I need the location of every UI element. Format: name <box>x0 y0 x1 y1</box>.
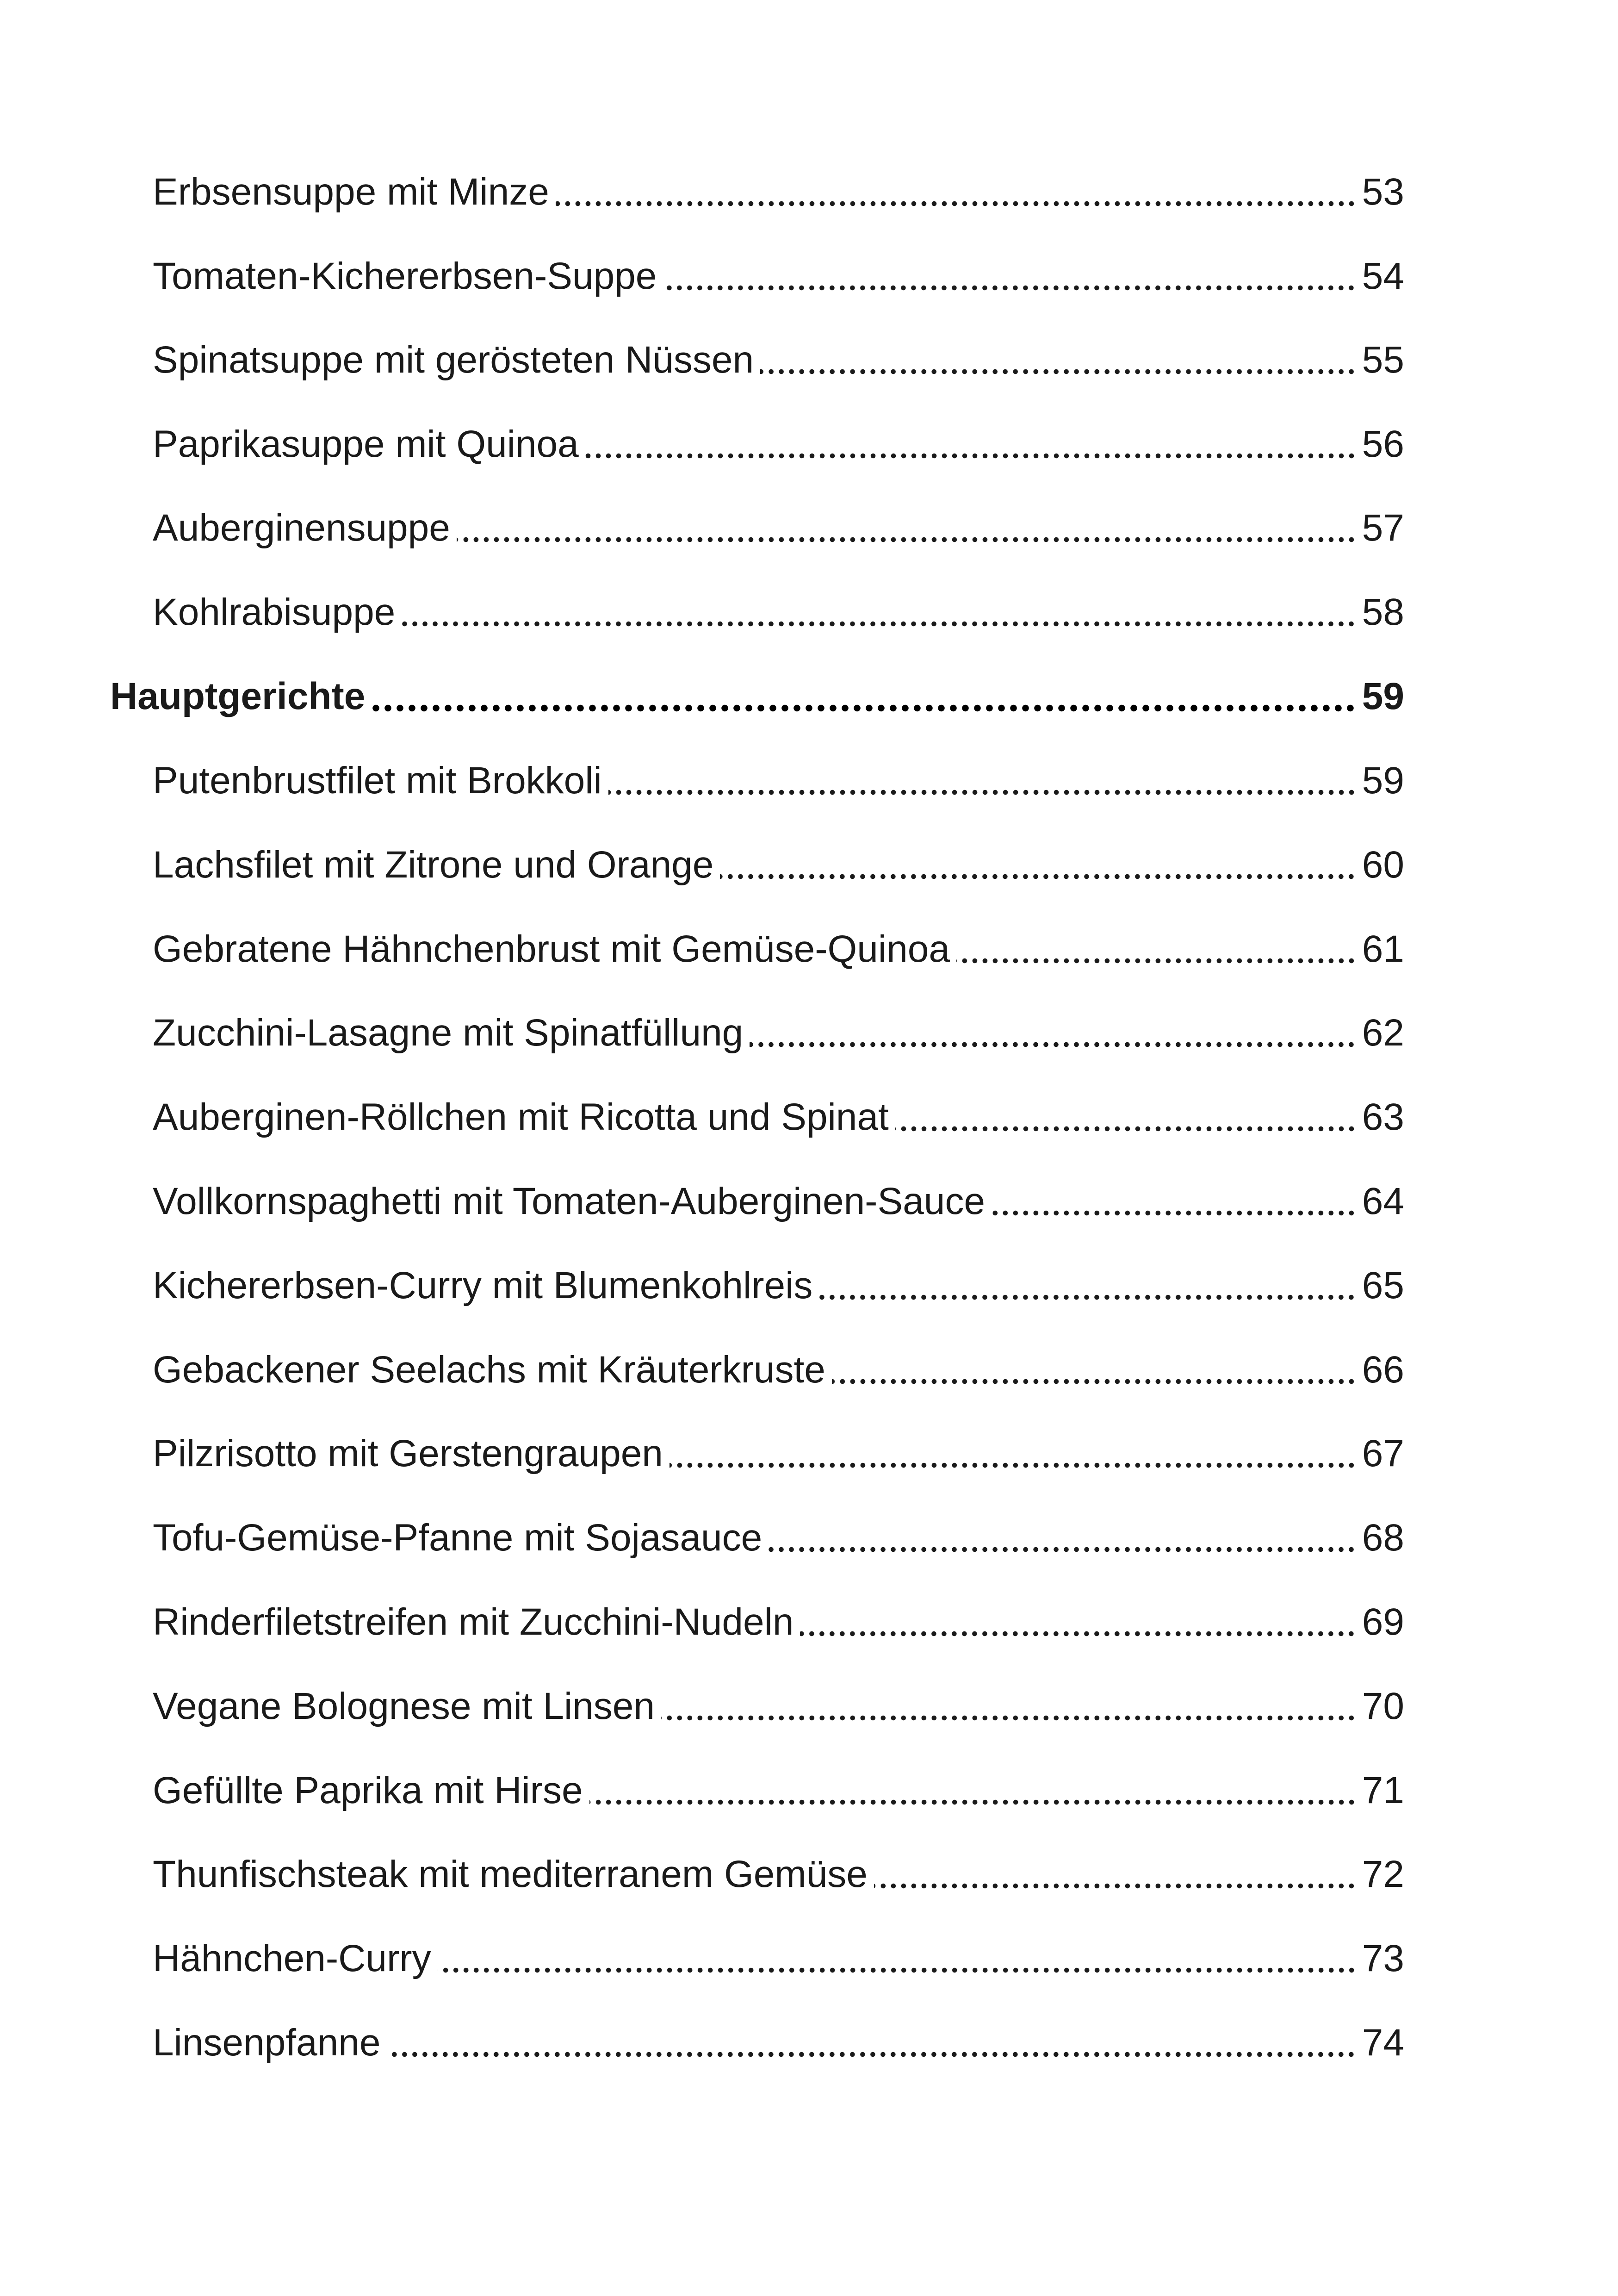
toc-entry-title: Spinatsuppe mit gerösteten Nüssen <box>153 339 754 381</box>
toc-entry-page: 55 <box>1362 339 1404 381</box>
toc-entry-title: Vegane Bolognese mit Linsen <box>153 1685 655 1727</box>
toc-entry-title: Erbsensuppe mit Minze <box>153 171 549 213</box>
dot-leader <box>769 1546 1357 1553</box>
toc-entry-page: 56 <box>1362 423 1404 465</box>
toc-entry-page: 54 <box>1362 255 1404 297</box>
toc-entry <box>153 2010 1404 2075</box>
toc-entry <box>153 1001 1404 1065</box>
toc-entry-page: 60 <box>1362 844 1404 886</box>
toc-entry <box>153 1338 1404 1402</box>
dot-leader <box>457 536 1357 543</box>
dot-leader <box>874 1883 1357 1889</box>
dot-leader <box>585 453 1357 459</box>
toc-section-title: Hauptgerichte <box>110 675 366 717</box>
dot-leader <box>608 789 1357 796</box>
dot-leader <box>670 1462 1357 1468</box>
toc-entry <box>153 1169 1404 1234</box>
toc-entry <box>153 1926 1404 1991</box>
toc-entry-page: 59 <box>1362 759 1404 802</box>
toc-entry-page: 64 <box>1362 1180 1404 1222</box>
toc-entry-page: 73 <box>1362 1937 1404 1979</box>
dot-leader <box>956 958 1357 964</box>
toc-entry <box>153 496 1404 560</box>
toc-entry-title: Putenbrustfilet mit Brokkoli <box>153 759 602 802</box>
toc-entry <box>153 1758 1404 1823</box>
toc-entry <box>153 833 1404 897</box>
toc-entry <box>153 1253 1404 1318</box>
toc-entry-title: Thunfischsteak mit mediterranem Gemüse <box>153 1853 868 1895</box>
toc-entry-title: Vollkornspaghetti mit Tomaten-Auberginen-Sauce <box>153 1180 985 1222</box>
toc-entry-title: Zucchini-Lasagne mit Spinatfüllung <box>153 1012 744 1054</box>
toc-entry-page: 68 <box>1362 1517 1404 1559</box>
toc-entry-page: 70 <box>1362 1685 1404 1727</box>
dot-leader <box>661 1715 1357 1721</box>
dot-leader <box>760 368 1357 375</box>
toc-entry <box>153 412 1404 477</box>
toc-entry <box>153 1590 1404 1655</box>
toc-entry-title: Lachsfilet mit Zitrone und Orange <box>153 844 714 886</box>
toc-entry-page: 67 <box>1362 1432 1404 1475</box>
toc-entry-title: Gefüllte Paprika mit Hirse <box>153 1769 583 1811</box>
toc-entry-title: Kichererbsen-Curry mit Blumenkohlreis <box>153 1264 813 1307</box>
toc-entry <box>153 1421 1404 1486</box>
toc-entry <box>153 244 1404 309</box>
toc-entry-title: Tomaten-Kichererbsen-Suppe <box>153 255 657 297</box>
toc-entry-title: Paprikasuppe mit Quinoa <box>153 423 579 465</box>
toc-entry-title: Pilzrisotto mit Gerstengraupen <box>153 1432 663 1475</box>
toc-entry-page: 65 <box>1362 1264 1404 1307</box>
toc-entry-title: Gebackener Seelachs mit Kräuterkruste <box>153 1349 825 1391</box>
dot-leader <box>750 1041 1356 1048</box>
dot-leader <box>832 1378 1357 1385</box>
toc-entry-page: 61 <box>1362 928 1404 970</box>
toc-section-heading <box>110 664 1404 729</box>
toc-entry <box>153 917 1404 982</box>
toc-entry-title: Kohlrabisuppe <box>153 591 396 633</box>
toc-entry <box>153 1506 1404 1570</box>
dot-leader <box>556 200 1357 207</box>
toc-entry-title: Auberginensuppe <box>153 507 450 549</box>
toc-entry-title: Hähnchen-Curry <box>153 1937 431 1979</box>
dot-leader <box>663 285 1356 291</box>
toc-entry-title: Gebratene Hähnchenbrust mit Gemüse-Quinoa <box>153 928 950 970</box>
dot-leader <box>720 873 1356 880</box>
toc-entry-title: Auberginen-Röllchen mit Ricotta und Spinat <box>153 1096 889 1138</box>
toc-entry <box>153 1842 1404 1907</box>
toc-section-page: 59 <box>1362 675 1404 717</box>
toc-entry-page: 71 <box>1362 1769 1404 1811</box>
toc-entry <box>153 328 1404 392</box>
toc-entry <box>153 160 1404 224</box>
dot-leader <box>438 1967 1357 1973</box>
toc-entry-page: 69 <box>1362 1601 1404 1643</box>
dot-leader <box>800 1630 1356 1637</box>
toc-entry <box>153 1085 1404 1150</box>
dot-leader <box>402 621 1357 627</box>
toc-entry-title: Rinderfiletstreifen mit Zucchini-Nudeln <box>153 1601 794 1643</box>
toc-entry-page: 63 <box>1362 1096 1404 1138</box>
toc-entry <box>153 1674 1404 1739</box>
toc-entry-page: 58 <box>1362 591 1404 633</box>
toc-entry-page: 57 <box>1362 507 1404 549</box>
toc-entry-title: Tofu-Gemüse-Pfanne mit Sojasauce <box>153 1517 763 1559</box>
dot-leader <box>589 1799 1357 1805</box>
dot-leader <box>992 1210 1357 1216</box>
dot-leader <box>819 1294 1356 1300</box>
toc-entry <box>153 580 1404 645</box>
toc-entry-page: 74 <box>1362 2022 1404 2064</box>
toc-entry <box>153 748 1404 813</box>
toc-entry-page: 72 <box>1362 1853 1404 1895</box>
dot-leader <box>387 2051 1356 2058</box>
toc-entry-page: 66 <box>1362 1349 1404 1391</box>
dot-leader <box>372 704 1356 712</box>
toc-entry-title: Linsenpfanne <box>153 2022 381 2064</box>
dot-leader <box>895 1126 1357 1132</box>
toc-entry-page: 53 <box>1362 171 1404 213</box>
toc-entry-page: 62 <box>1362 1012 1404 1054</box>
